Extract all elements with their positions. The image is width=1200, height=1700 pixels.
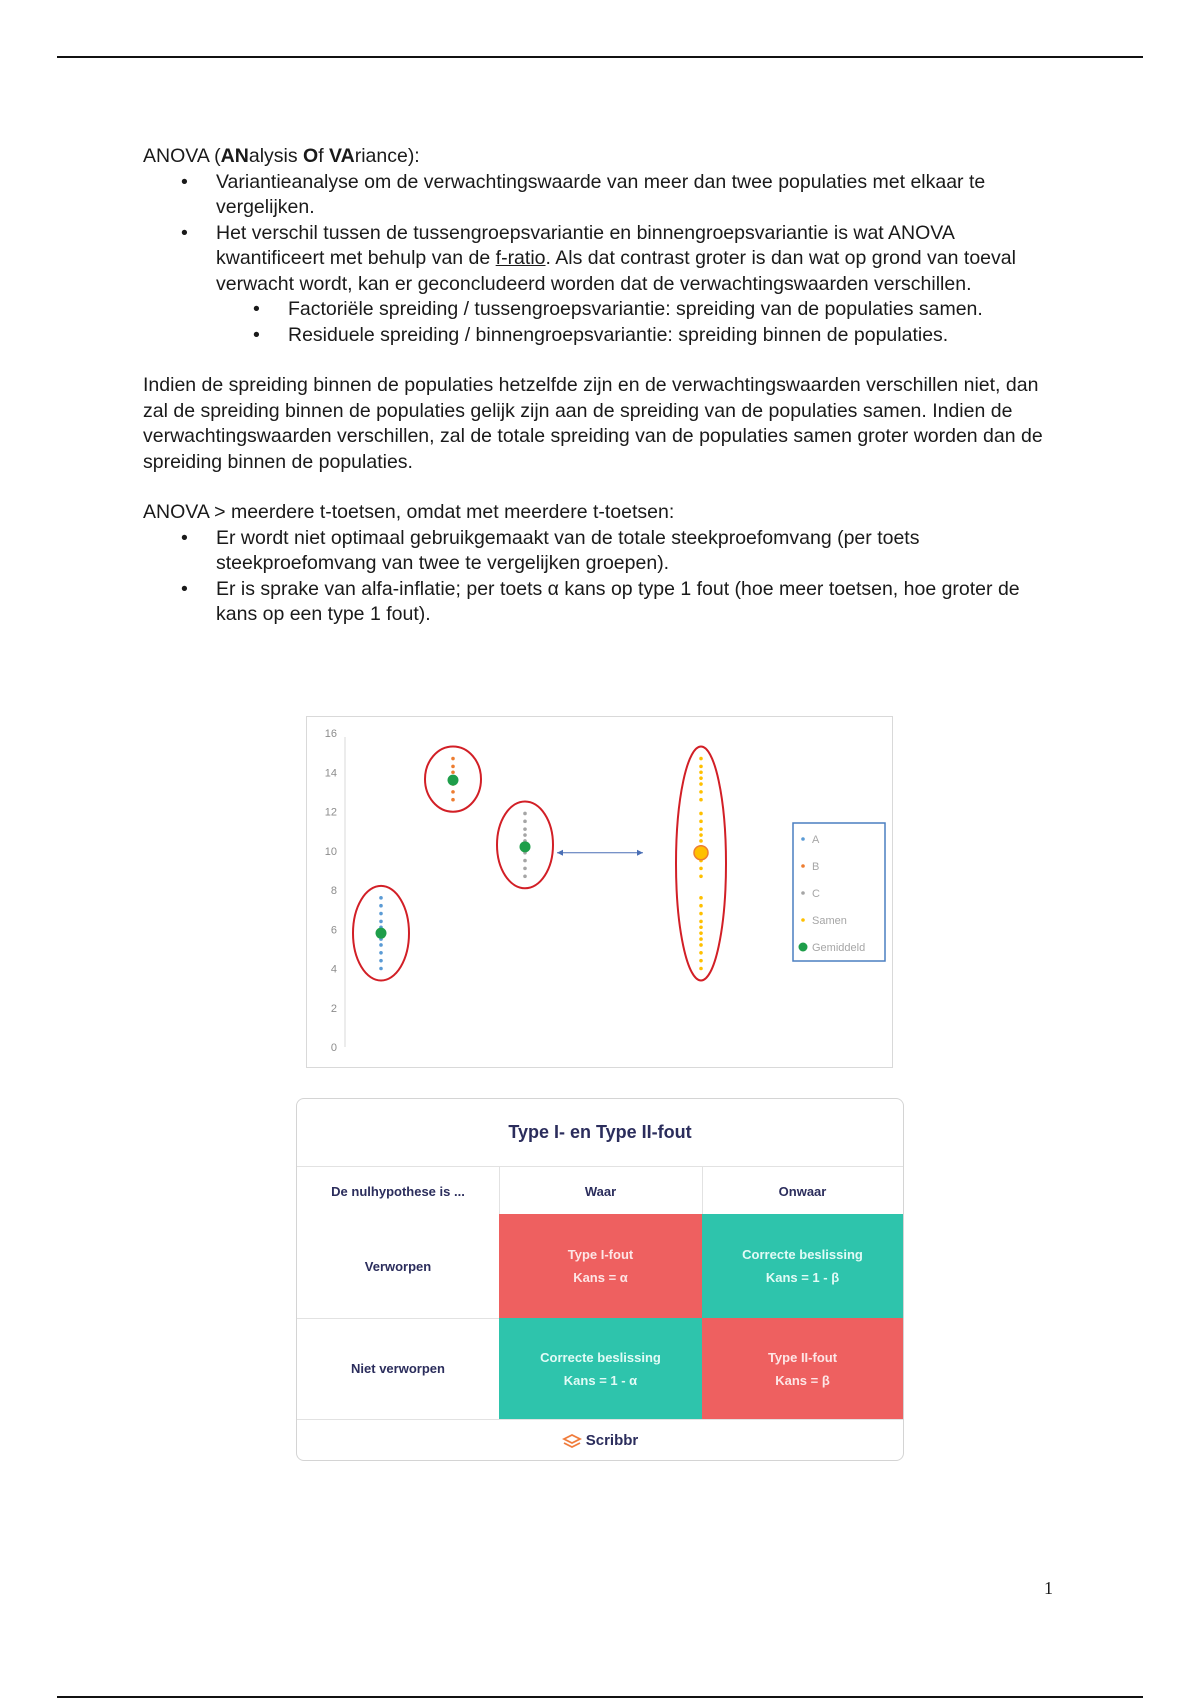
point-a xyxy=(379,951,383,955)
point-c xyxy=(523,827,527,831)
point-b xyxy=(451,770,455,774)
legend-label-a: A xyxy=(812,834,820,846)
point-samen xyxy=(699,931,703,935)
cell-correct-beta-kans: Kans = 1 - β xyxy=(765,1270,840,1285)
y-tick-label: 6 xyxy=(330,924,337,937)
legend-marker-gemiddeld xyxy=(799,943,808,952)
cell-type1-kans: Kans = α xyxy=(573,1270,628,1285)
point-a xyxy=(379,959,383,963)
bullet-f-ratio: • Het verschil tussen de tussengroepsvariantie en binnengroepsvariantie is wat ANOVA kwantificeert met behulp van de f-ratio. Als dat contrast groter is dan wat op grond van toeval verwacht wordt, kan er geconcludeerd worden dat de verwachtingswaarden verschillen. • Factoriële spreiding / tussengroepsvariantie: spreiding van de populaties samen. • Residuele spreiding / binnengroepsvariantie: spreiding binnen de populaties. xyxy=(143,221,1063,349)
point-a xyxy=(379,943,383,947)
point-samen xyxy=(699,765,703,769)
cell-correct-alpha xyxy=(499,1318,702,1419)
row-label-verworpen: Verworpen xyxy=(364,1258,432,1274)
anova-bullets xyxy=(143,170,1063,349)
point-samen xyxy=(699,874,703,878)
y-tick-label: 0 xyxy=(330,1042,337,1054)
mean-samen xyxy=(694,846,708,860)
point-samen xyxy=(699,959,703,963)
y-tick-label: 10 xyxy=(324,845,337,858)
anova-scatter-chart xyxy=(306,716,893,1068)
point-samen xyxy=(699,967,703,971)
legend-label-samen: Samen xyxy=(812,915,847,927)
point-a xyxy=(379,896,383,900)
legend-marker-c xyxy=(801,891,805,895)
point-samen xyxy=(699,782,703,786)
point-a xyxy=(379,920,383,924)
y-tick-label: 8 xyxy=(330,885,337,897)
y-tick-label: 14 xyxy=(324,767,337,780)
mean-c xyxy=(520,841,531,852)
mean-b xyxy=(448,775,459,786)
bullet-alfa-inflatie: • Er is sprake van alfa-inflatie; per toets α kans op type 1 fout (hoe meer toetsen, hoe groter de kans op een type 1 fout). xyxy=(143,577,1063,628)
point-samen xyxy=(699,770,703,774)
cell-type1-fout xyxy=(499,1214,702,1318)
arrow-head-left xyxy=(557,850,563,856)
spreiding-paragraph: Indien de spreiding binnen de populaties hetzelfde zijn en de verwachtingswaarden verschillen niet, dan zal de spreiding binnen de populaties gelijk zijn aan de spreiding van de populaties samen. Indien de verwachtingswaarden verschillen, zal de totale spreiding van de populaties samen groter worden dan de spreiding binnen de populaties. xyxy=(143,374,1043,473)
legend-label-c: C xyxy=(812,888,820,900)
document-body xyxy=(143,144,1063,628)
ttest-bullets xyxy=(143,526,1063,628)
legend-marker-a xyxy=(801,837,805,841)
cell-type2-kans: Kans = β xyxy=(775,1372,830,1388)
point-c xyxy=(523,867,527,871)
sub-bullets xyxy=(216,297,1063,348)
cell-type1-title: Type I-fout xyxy=(567,1247,634,1262)
point-samen xyxy=(699,790,703,794)
point-b xyxy=(451,765,455,769)
point-b xyxy=(451,757,455,761)
point-samen xyxy=(699,798,703,802)
page-number: 1 xyxy=(1044,1578,1053,1598)
cell-correct-beta-title: Correcte beslissing xyxy=(742,1247,863,1262)
point-samen xyxy=(699,920,703,924)
point-samen xyxy=(699,833,703,837)
point-b xyxy=(451,798,455,802)
point-samen xyxy=(699,951,703,955)
arrow-head-right xyxy=(637,850,643,856)
point-c xyxy=(523,820,527,824)
header-onwaar: Onwaar xyxy=(702,1166,903,1215)
header-rule xyxy=(57,56,1143,58)
cell-correct-alpha-title: Correcte beslissing xyxy=(540,1349,661,1365)
footer-rule xyxy=(57,1696,1143,1698)
point-c xyxy=(523,874,527,878)
point-a xyxy=(379,912,383,916)
point-samen xyxy=(699,812,703,816)
header-corner: De nulhypothese is ... xyxy=(297,1166,499,1215)
anova-vs-ttests: ANOVA > meerdere t-toetsen, omdat met meerdere t-toetsen: xyxy=(143,501,675,523)
y-tick-label: 4 xyxy=(330,963,337,976)
point-a xyxy=(379,967,383,971)
table-divider xyxy=(297,1318,499,1319)
y-tick-label: 2 xyxy=(330,1002,337,1015)
legend-label-gemiddeld: Gemiddeld xyxy=(812,942,866,954)
sub-bullet-factoriele: • Factoriële spreiding / tussengroepsvariantie: spreiding van de populaties samen. xyxy=(216,297,1063,323)
scribbr-brand xyxy=(297,1419,903,1461)
anova-heading: ANOVA (ANalysis Of VAriance): xyxy=(143,145,420,167)
sub-bullet-residuele: • Residuele spreiding / binnengroepsvariantie: spreiding binnen de populaties. xyxy=(216,323,1063,349)
bullet-steekproefomvang: • Er wordt niet optimaal gebruikgemaakt van de totale steekproefomvang (per toets steekproefomvang van twee te vergelijken groepen). xyxy=(143,526,1063,577)
y-tick-label: 16 xyxy=(324,728,337,740)
point-samen xyxy=(699,937,703,941)
point-c xyxy=(523,859,527,863)
row-label-niet-verworpen: Niet verworpen xyxy=(351,1361,445,1376)
scribbr-logo-icon xyxy=(562,1433,582,1449)
header-waar: Waar xyxy=(499,1166,702,1215)
legend-box xyxy=(793,823,885,961)
point-samen xyxy=(699,757,703,761)
table-title: Type I- en Type II-fout xyxy=(508,1122,692,1142)
table-divider xyxy=(702,1166,703,1214)
point-samen xyxy=(699,943,703,947)
legend-marker-samen xyxy=(801,918,805,922)
legend-marker-b xyxy=(801,864,805,868)
point-samen xyxy=(699,896,703,900)
cell-correct-beta xyxy=(702,1214,903,1318)
point-samen xyxy=(699,776,703,780)
cell-type2-fout xyxy=(702,1318,903,1419)
point-samen xyxy=(699,912,703,916)
point-samen xyxy=(699,820,703,824)
type-error-table xyxy=(296,1098,904,1461)
mean-a xyxy=(376,928,387,939)
brand-name: Scribbr xyxy=(585,1432,639,1449)
point-samen xyxy=(699,867,703,871)
point-b xyxy=(451,790,455,794)
f-ratio-link[interactable]: f-ratio xyxy=(495,247,546,269)
y-tick-label: 12 xyxy=(324,806,337,819)
chart-svg xyxy=(307,717,892,1067)
legend-label-b: B xyxy=(812,861,820,873)
point-c xyxy=(523,812,527,816)
point-samen xyxy=(699,904,703,908)
point-samen xyxy=(699,839,703,843)
point-c xyxy=(523,833,527,837)
table-divider xyxy=(499,1166,500,1214)
bullet-variantieanalyse: • Variantieanalyse om de verwachtingswaarde van meer dan twee populaties met elkaar te vergelijken. xyxy=(143,170,1063,221)
cell-correct-alpha-kans: Kans = 1 - α xyxy=(563,1372,638,1388)
point-samen xyxy=(699,827,703,831)
point-samen xyxy=(699,925,703,929)
cell-type2-title: Type II-fout xyxy=(767,1349,838,1365)
point-a xyxy=(379,904,383,908)
